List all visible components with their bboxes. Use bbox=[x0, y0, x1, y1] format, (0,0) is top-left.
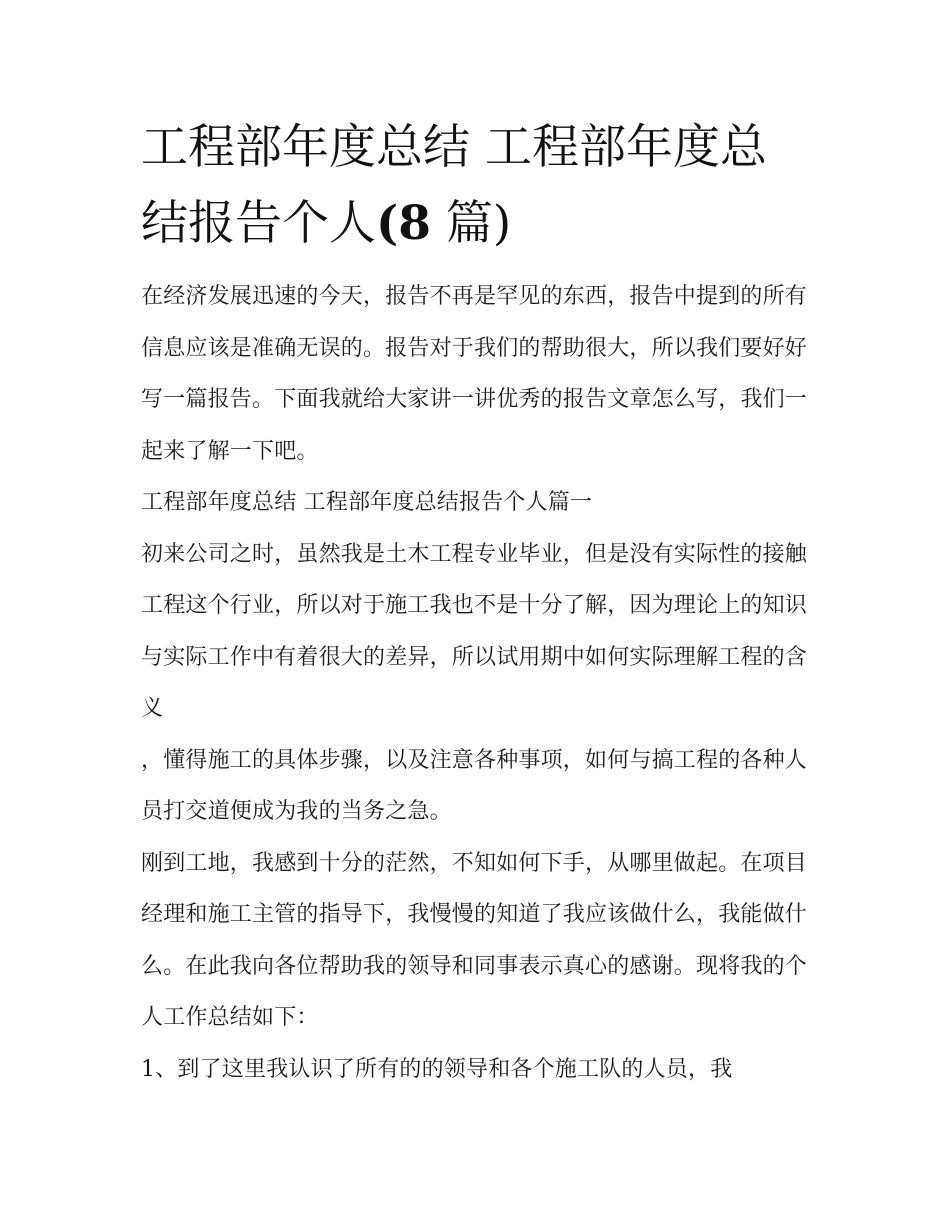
body-paragraph: 刚到工地，我感到十分的茫然，不知如何下手，从哪里做起。在项目经理和施工主管的指导下，我慢慢的知道了我应该做什么，我能做什么。在此我向各位帮助我的领导和同事表示真心的感谢。现将我的个人工作总结如下： bbox=[141, 850, 808, 1030]
intro-paragraph: 在经济发展迅速的今天，报告不再是罕见的东西，报告中提到的所有信息应该是准确无误的。报告对于我们的帮助很大，所以我们要好好写一篇报告。下面我就给大家讲一讲优秀的报告文章怎么写，我们一起来了解一下吧。 bbox=[141, 284, 808, 464]
section-heading: 工程部年度总结 工程部年度总结报告个人篇一 bbox=[141, 490, 593, 515]
title-suffix: 篇) bbox=[430, 196, 512, 251]
document-content bbox=[141, 110, 813, 1095]
body-paragraph: ，懂得施工的具体步骤，以及注意各种事项，如何与搞工程的各种人员打交道便成为我的当务之急。 bbox=[141, 747, 808, 824]
body-paragraph: 初来公司之时，虽然我是土木工程专业毕业，但是没有实际性的接触工程这个行业，所以对于施工我也不是十分了解，因为理论上的知识与实际工作中有着很大的差异，所以试用期中如何实际理解工程的含义 bbox=[141, 541, 808, 721]
title-count: (8 bbox=[376, 196, 431, 251]
title-text: 工程部年度总结 工程部年度总结报告个人 bbox=[141, 120, 767, 251]
list-item: 1、到了这里我认识了所有的的领导和各个施工队的人员，我 bbox=[141, 1056, 733, 1082]
document-title bbox=[141, 110, 813, 262]
